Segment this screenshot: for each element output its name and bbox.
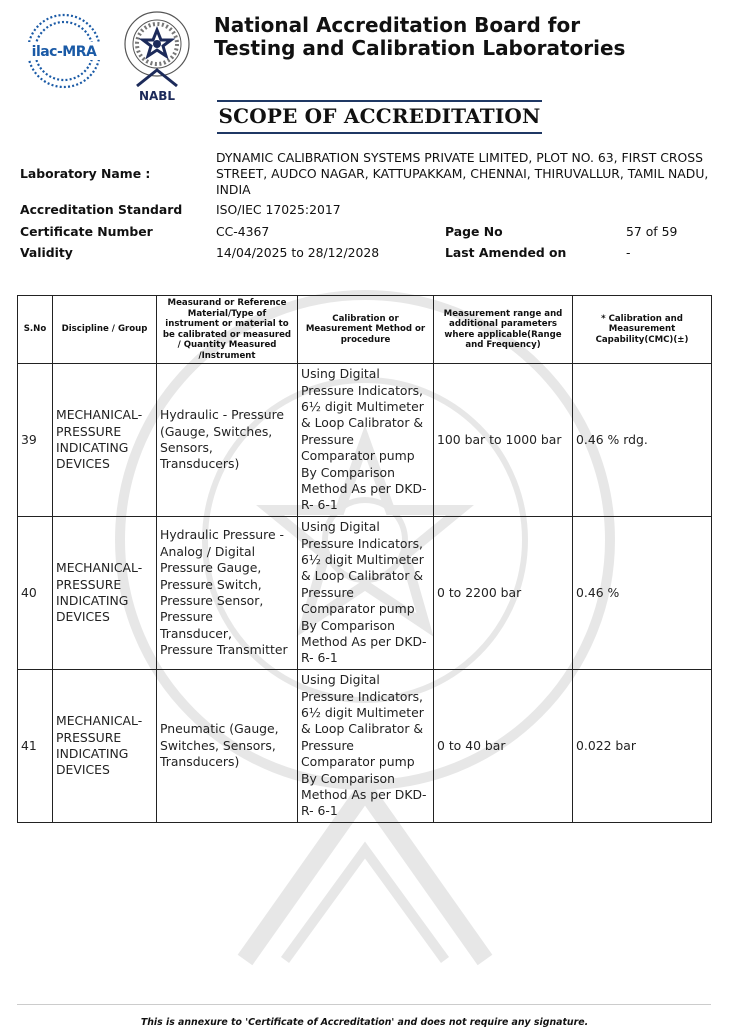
lab-name-label: Laboratory Name : (20, 166, 151, 181)
lab-name-line: STREET, AUDCO NAGAR, KATTUPAKKAM, CHENNAI, THIRUVALLUR, TAMIL NADU, (216, 166, 709, 181)
cell-measurand-line: Hydraulic - Pressure (160, 407, 285, 423)
standard-label: Accreditation Standard (20, 202, 183, 217)
cell-method-line: By Comparison (301, 770, 395, 786)
page-no-value: 57 of 59 (626, 223, 678, 239)
page-no-label: Page No (445, 223, 503, 239)
cell-cmc: 0.46 % (573, 517, 712, 670)
cell-cmc: 0.022 bar (573, 670, 712, 823)
cell-method-line: Using Digital (301, 672, 380, 688)
cell-method-line: Pressure (301, 431, 354, 447)
cell-measurand (157, 517, 298, 670)
cell-discipline-line: INDICATING (56, 593, 129, 608)
cell-discipline-line: PRESSURE (56, 576, 122, 592)
cell-range: 0 to 40 bar (434, 670, 573, 823)
cell-method (298, 670, 434, 823)
certificate-value: CC-4367 (216, 223, 270, 239)
cell-method-line: Pressure Indicators, (301, 535, 423, 551)
ilac-mra-logo (20, 12, 108, 90)
cell-method-line: Method As per DKD- (301, 787, 427, 803)
cell-measurand-line: Pressure Transmitter (160, 642, 288, 658)
cell-discipline-line: DEVICES (56, 609, 110, 625)
table-row (18, 517, 712, 670)
cell-method-line: 6½ digit Multimeter (301, 704, 424, 720)
cell-method-line: Comparator pump (301, 448, 415, 464)
cell-method-line: & Loop Calibrator & (301, 568, 424, 584)
cell-method-line: R- 6-1 (301, 497, 338, 513)
cell-method-line: Method As per DKD- (301, 634, 427, 650)
cell-discipline-line: DEVICES (56, 762, 110, 778)
cell-discipline-line: INDICATING (56, 440, 129, 455)
cell-method-line: Pressure (301, 584, 354, 600)
cell-method-line: R- 6-1 (301, 650, 338, 666)
cell-measurand-line: Hydraulic Pressure - (160, 527, 285, 543)
cell-measurand-line: Pressure Sensor, (160, 593, 264, 608)
last-amended-label: Last Amended on (445, 245, 567, 260)
cell-method-line: R- 6-1 (301, 803, 338, 819)
lab-name-line: INDIA (216, 182, 251, 197)
cell-discipline-line: DEVICES (56, 456, 110, 472)
validity-label: Validity (20, 245, 73, 260)
footer-note: This is annexure to 'Certificate of Accreditation' and does not require any signature. (140, 1017, 589, 1028)
nabl-logo (122, 8, 192, 104)
table-body (18, 364, 712, 823)
header-measurand: Measurand or Reference Material/Type of instrument or material to be calibrated or measured / Quantity Measured /Instrument (157, 296, 298, 364)
cell-discipline-line: MECHANICAL- (56, 713, 143, 729)
organization-name-line-1: National Accreditation Board for (214, 13, 581, 37)
cell-method-line: & Loop Calibrator & (301, 721, 424, 737)
cell-measurand (157, 364, 298, 517)
table-row (18, 364, 712, 517)
standard-row (20, 200, 710, 222)
cell-discipline-line: PRESSURE (56, 423, 122, 439)
cell-method-line: Method As per DKD- (301, 481, 427, 497)
lab-name-value (216, 150, 716, 198)
cell-measurand-line: (Gauge, Switches, (160, 423, 273, 439)
cell-measurand-line: Pressure Gauge, (160, 560, 262, 576)
cell-measurand (157, 670, 298, 823)
lab-info (20, 150, 710, 265)
scope-table (17, 295, 712, 823)
lab-name-line: DYNAMIC CALIBRATION SYSTEMS PRIVATE LIMITED, PLOT NO. 63, FIRST CROSS (216, 150, 704, 165)
cell-measurand-line: Pressure (160, 609, 213, 625)
cell-range: 0 to 2200 bar (434, 517, 573, 670)
validity-value: 14/04/2025 to 28/12/2028 (216, 245, 380, 260)
cell-sno: 41 (18, 670, 53, 823)
cell-method-line: Comparator pump (301, 754, 415, 770)
header-method: Calibration or Measurement Method or procedure (298, 296, 434, 364)
cell-sno: 40 (18, 517, 53, 670)
document-title: SCOPE OF ACCREDITATION (217, 100, 542, 134)
header-discipline: Discipline / Group (53, 296, 157, 364)
cell-method-line: & Loop Calibrator & (301, 415, 424, 431)
standard-value: ISO/IEC 17025:2017 (216, 202, 341, 217)
last-amended-value: - (626, 245, 631, 260)
certificate-row (20, 222, 710, 244)
cell-measurand-line: Pneumatic (Gauge, (160, 721, 279, 737)
cell-measurand-line: Switches, Sensors, (160, 737, 276, 753)
cell-method-line: By Comparison (301, 617, 395, 633)
cell-measurand-line: Pressure Switch, (160, 576, 262, 592)
cell-method-line: Pressure (301, 737, 354, 753)
cell-measurand-line: Transducers) (160, 754, 240, 770)
cell-discipline (53, 517, 157, 670)
cell-discipline-line: MECHANICAL- (56, 407, 143, 423)
cell-discipline (53, 364, 157, 517)
cell-measurand-line: Analog / Digital (160, 543, 256, 559)
cell-range: 100 bar to 1000 bar (434, 364, 573, 517)
organization-name (214, 14, 625, 60)
cell-method (298, 517, 434, 670)
ilac-logo-text: ilac-MRA (31, 44, 97, 60)
cell-cmc: 0.46 % rdg. (573, 364, 712, 517)
cell-method-line: Using Digital (301, 366, 380, 382)
cell-measurand-line: Sensors, (160, 440, 213, 455)
cell-measurand-line: Transducer, (160, 625, 232, 641)
cell-method-line: Using Digital (301, 519, 380, 535)
header-cmc: * Calibration and Measurement Capability(CMC)(±) (573, 296, 712, 364)
cell-method-line: 6½ digit Multimeter (301, 551, 424, 567)
cell-method-line: Pressure Indicators, (301, 688, 423, 704)
cell-discipline-line: MECHANICAL- (56, 560, 143, 576)
cell-discipline-line: PRESSURE (56, 729, 122, 745)
cell-method-line: Pressure Indicators, (301, 382, 423, 398)
table-header-row (18, 296, 712, 364)
cell-measurand-line: Transducers) (160, 456, 240, 472)
cell-method-line: By Comparison (301, 464, 395, 480)
lab-name-row (20, 150, 710, 200)
cell-discipline (53, 670, 157, 823)
header-range: Measurement range and additional parameters where applicable(Range and Frequency) (434, 296, 573, 364)
footer-divider (17, 1004, 711, 1005)
validity-row (20, 243, 710, 265)
cell-method-line: 6½ digit Multimeter (301, 398, 424, 414)
certificate-label: Certificate Number (20, 223, 153, 239)
cell-sno: 39 (18, 364, 53, 517)
cell-method-line: Comparator pump (301, 601, 415, 617)
header-sno: S.No (18, 296, 53, 364)
nabl-logo-text: NABL (138, 89, 176, 103)
table-row (18, 670, 712, 823)
cell-discipline-line: INDICATING (56, 746, 129, 761)
organization-name-line-2: Testing and Calibration Laboratories (214, 36, 626, 60)
cell-method (298, 364, 434, 517)
